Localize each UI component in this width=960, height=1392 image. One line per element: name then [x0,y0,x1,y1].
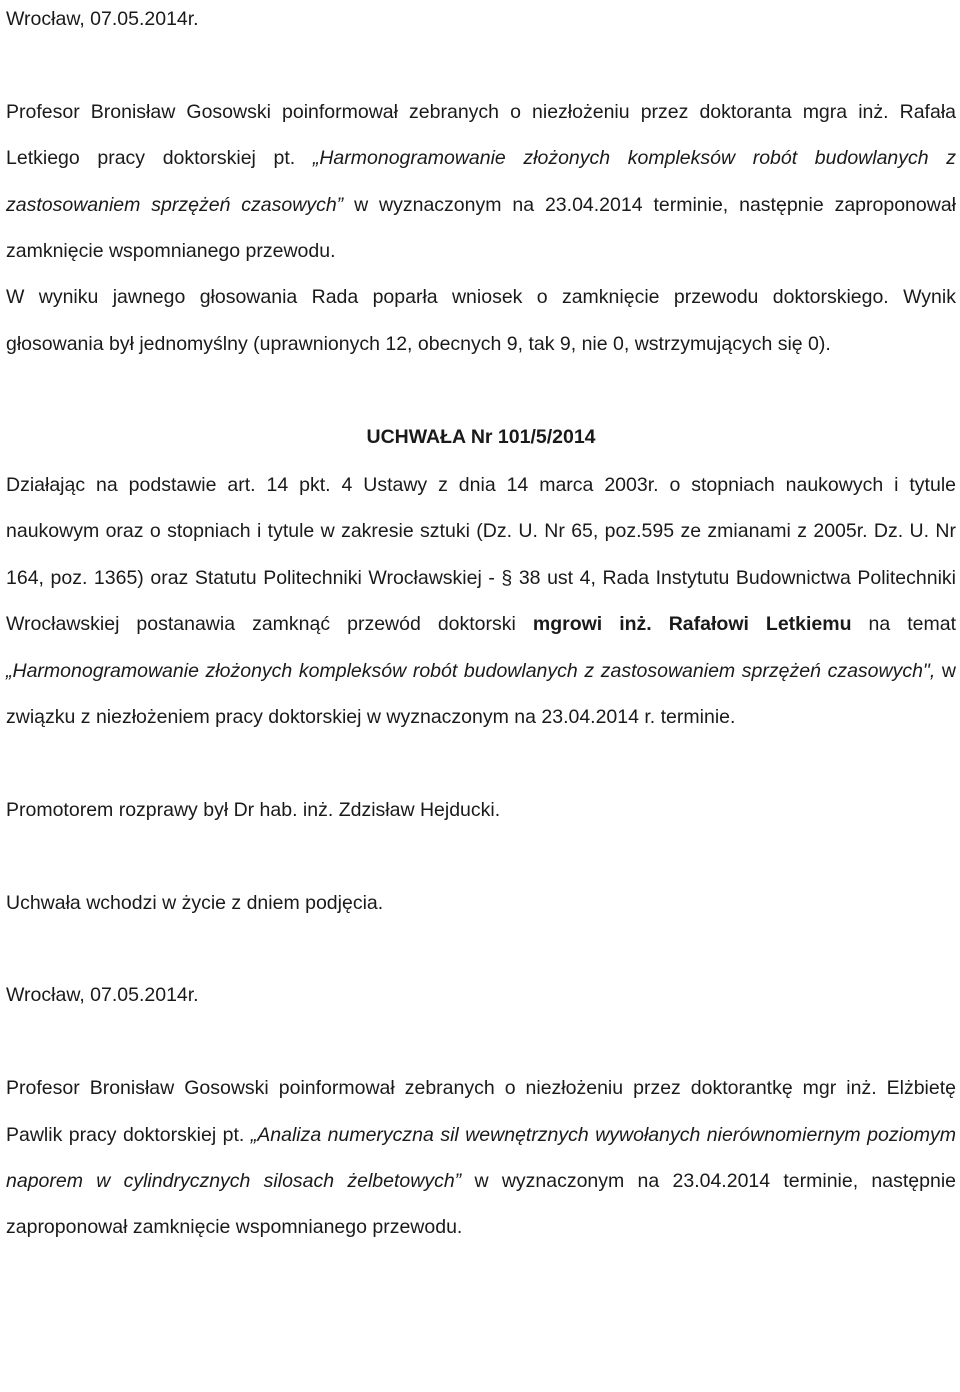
meeting-date-1 [6,0,956,42]
thesis-title-2: „Analiza numeryczna sil wewnętrznych wywołanych nierównomiernym poziomym naporem w cylindrycznych silosach żelbetowych” [6,1123,956,1193]
effective-text: Uchwała wchodzi w życie z dniem podjęcia. [6,891,384,914]
paragraph-1-text-b: w wyznaczonym na 23.04.2014 terminie, następnie zaproponował zamknięcie wspomnianego przewodu. [6,193,956,263]
paragraph-4-text-a: Profesor Bronisław Gosowski poinformował zebranych o niezłożeniu przez doktorantkę mgr inż. Elżbietę Pawlik pracy doktorskiej pt. [6,1077,956,1146]
space [652,613,669,635]
spacer [6,42,956,88]
paragraph-nonsubmission-2 [6,1065,956,1251]
vote-text: W wyniku jawnego głosowania Rada poparła wniosek o zamknięcie przewodu doktorskiego. Wynik głosowania był jednomyślny (uprawnionych 12, obecnych 9, tak 9, nie 0, wstrzymujących się 0). [6,286,956,355]
paragraph-resolution [6,462,956,740]
resolution-text-c: w związku z niezłożeniem pracy doktorskiej w wyznaczonym na 23.04.2014 r. terminie. [6,659,957,729]
paragraph-1-text-a: Profesor Bronisław Gosowski poinformował zebranych o niezłożeniu przez doktoranta mgra inż. Rafała Letkiego pracy doktorskiej pt. [6,100,956,170]
spacer [6,367,956,413]
promoter-line [6,787,956,833]
paragraph-vote [6,274,956,367]
meeting-date-1-text: Wrocław, 07.05.2014r. [6,8,199,30]
meeting-date-2-text: Wrocław, 07.05.2014r. [6,984,199,1007]
paragraph-4-text-b: w wyznaczonym na 23.04.2014 terminie, następnie zaproponował zamknięcie wspomnianego przewodu. [6,1170,956,1239]
promoter-text: Promotorem rozprawy był Dr hab. inż. Zdzisław Hejducki. [6,798,501,821]
spacer [6,833,956,879]
effective-line [6,880,956,926]
resolution-thesis-title: „Harmonogramowanie złożonych kompleksów robót budowlanych z zastosowaniem sprzężeń czasowych", [6,659,936,682]
thesis-title-1: „Harmonogramowanie złożonych kompleksów robót budowlanych z zastosowaniem sprzężeń czasowych” [6,147,956,216]
spacer [6,740,956,786]
resolution-heading-text: UCHWAŁA Nr 101/5/2014 [366,425,596,448]
document-page [6,0,956,1251]
paragraph-nonsubmission-1 [6,89,956,275]
resolution-candidate-name: Rafałowi Letkiemu [668,613,852,636]
resolution-degree: mgrowi inż. [532,613,652,636]
spacer [6,1019,956,1065]
meeting-date-2 [6,972,956,1018]
resolution-heading [6,414,956,460]
resolution-text-b: na temat [851,613,956,636]
spacer [6,926,956,972]
resolution-text-a: Działając na podstawie art. 14 pkt. 4 Ustawy z dnia 14 marca 2003r. o stopniach naukowych i tytule naukowym oraz o stopniach i tytule w zakresie sztuki (Dz. U. Nr 65, poz.595 ze zmianami z 2005r. Dz. U. Nr 164, poz. 1365) oraz Statutu Politechniki Wrocławskiej - § 38 ust 4, Rada Instytutu Budownictwa Politechniki Wrocławskiej postanawia zamknąć przewód doktorski [6,474,956,636]
